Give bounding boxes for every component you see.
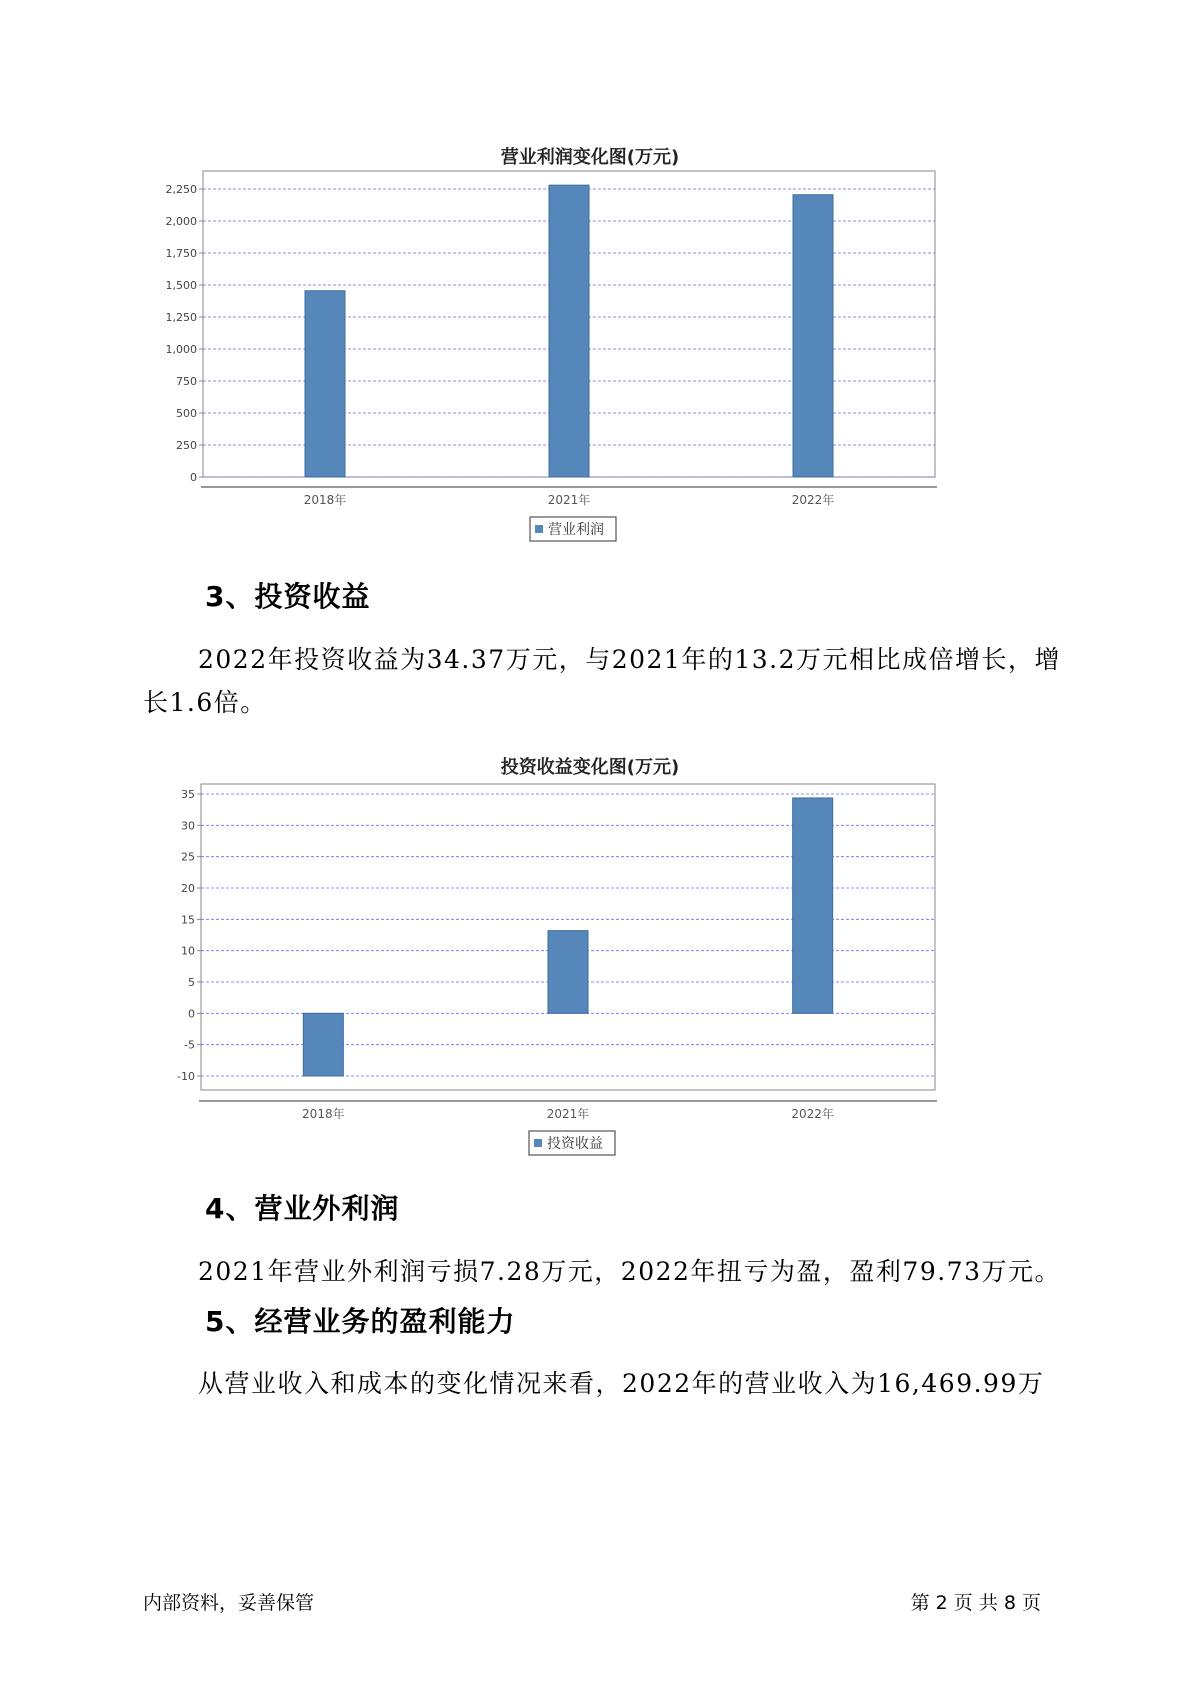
y-tick-label: 1,750 [165, 247, 197, 260]
section-3-heading: 3、投资收益 [205, 580, 371, 613]
y-tick-label: 0 [188, 1007, 195, 1021]
y-tick-label: -10 [177, 1070, 195, 1083]
y-tick-label: 25 [181, 850, 195, 864]
section-3-paragraph-line2: 长1.6倍。 [143, 688, 267, 717]
y-tick-label: 750 [176, 375, 197, 388]
operating-profit-chart [150, 135, 1030, 560]
y-tick-label: -5 [184, 1038, 195, 1052]
bar [793, 195, 833, 477]
x-tick-label: 2022年 [791, 1107, 834, 1121]
bar [549, 185, 589, 477]
legend-swatch [534, 1139, 542, 1147]
section-4-heading: 4、营业外利润 [205, 1192, 400, 1225]
y-tick-label: 5 [188, 976, 195, 989]
y-tick-label: 15 [181, 913, 195, 927]
section-4-paragraph: 2021年营业外利润亏损7.28万元，2022年扭亏为盈，盈利79.73万元。 [198, 1257, 1061, 1286]
bar [793, 798, 833, 1013]
chart-title: 投资收益变化图(万元) [500, 757, 680, 778]
footer-confidential-note: 内部资料，妥善保管 [143, 1592, 315, 1614]
x-tick-label: 2018年 [302, 1107, 345, 1121]
section-3-paragraph-line1: 2022年投资收益为34.37万元，与2021年的13.2万元相比成倍增长，增 [198, 645, 1061, 674]
investment-income-chart [150, 745, 1030, 1175]
chart-canvas [150, 745, 1030, 1175]
bar [305, 291, 345, 477]
section-5-heading: 5、经营业务的盈利能力 [205, 1305, 516, 1338]
chart-canvas [150, 135, 1030, 560]
y-tick-label: 1,250 [165, 311, 197, 324]
x-tick-label: 2021年 [546, 1107, 590, 1121]
y-tick-label: 2,250 [165, 183, 197, 196]
y-tick-label: 500 [176, 407, 197, 420]
y-tick-label: 30 [181, 819, 195, 833]
footer-page-number: 第 2 页 共 8 页 [910, 1592, 1041, 1614]
y-tick-label: 10 [181, 944, 195, 958]
legend-swatch [535, 525, 543, 533]
y-tick-label: 0 [190, 471, 197, 484]
bar [548, 931, 588, 1014]
chart-title: 营业利润变化图(万元) [500, 147, 680, 168]
y-tick-label: 250 [176, 439, 197, 452]
x-tick-label: 2022年 [791, 493, 835, 507]
y-tick-label: 2,000 [165, 215, 197, 228]
y-tick-label: 1,500 [165, 279, 197, 292]
bar [303, 1013, 343, 1076]
x-tick-label: 2018年 [303, 493, 347, 507]
legend-label: 营业利润 [548, 522, 604, 538]
y-tick-label: 1,000 [165, 343, 197, 356]
x-tick-label: 2021年 [547, 493, 591, 507]
section-5-paragraph: 从营业收入和成本的变化情况来看，2022年的营业收入为16,469.99万 [198, 1369, 1045, 1398]
y-tick-label: 35 [181, 788, 195, 801]
y-tick-label: 20 [181, 882, 195, 895]
legend-label: 投资收益 [547, 1136, 603, 1152]
